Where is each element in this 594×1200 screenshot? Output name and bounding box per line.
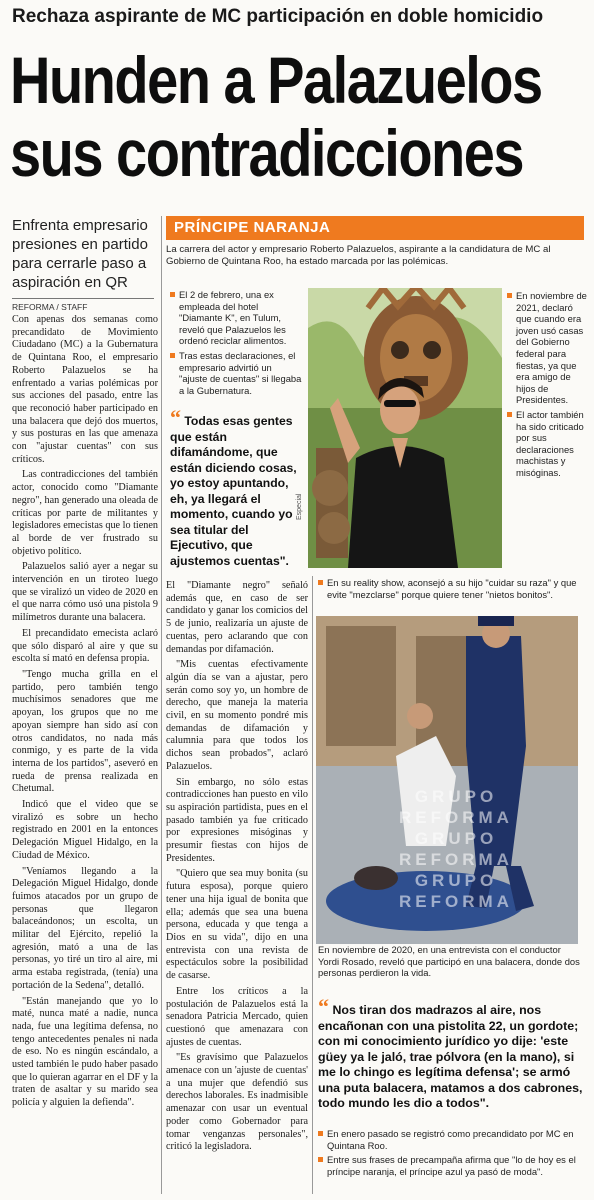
bullets-bottom — [318, 1128, 586, 1180]
paragraph: "Quiero que sea muy bonita (su futura esposa), porque quiero tener una hija igual de bonita que ella; además que sea una buena persona, educada y que tenga a Dios en su vida", dijo en una entrevista con una revista de espectáculos sobre la posibilidad de casarse. — [166, 868, 308, 982]
paragraph: Las contradicciones del también actor, conocido como "Diamante negro", han generado una oleada de críticas por parte de militantes y legisladores emecistas que lo tienen al borde de ver frustrado su objetivo político. — [12, 469, 158, 557]
headline-line-2: sus contradicciones — [10, 115, 524, 191]
bullet-item: El actor también ha sido criticado por sus declaraciones machistas y misóginas. — [507, 409, 587, 479]
paragraph: Entre los críticos a la postulación de Palazuelos está la senadora Patricia Mercado, quien cuestionó que amenazara con ajustes de cuentas. — [166, 985, 308, 1048]
paragraph: Indicó que el video que se viralizó es sobre un hecho registrado en 2001 en la entonces Delegación Miguel Hidalgo, en la Ciudad de México. — [12, 799, 158, 861]
watermark-line: GRUPO — [414, 829, 498, 848]
paragraph: "Tengo mucha grilla en el partido, pero también tengo muchísimos senadores que me apoyan, los grupos que no me apoyan siempre han sido así con otros candidatos, no nada más conmigo, y es parte de la vida interna de los partidos", aseveró en rueda de prensa realizada en Chetumal. — [12, 668, 158, 795]
photo-credit: Especial — [296, 493, 303, 520]
quote-mark-icon: “ — [170, 405, 181, 430]
photo-watermark — [356, 786, 556, 912]
bullets-right — [507, 290, 587, 482]
paragraph: Con apenas dos semanas como precandidato de Movimiento Ciudadano (MC) a la Gubernatura de Quintana Roo, el empresario Roberto Palazuelos se ha enfrentado a varias polémicas por sus acciones del pasado, entre las que reconoció haber participado en una balacera que dejó dos muertos, y sus posturas en las que amenaza con "ajustar cuentas" con sus críticos. — [12, 314, 158, 465]
caption-interview: En noviembre de 2020, en una entrevista con el conductor Yordi Rosado, reveló que participó en una balacera, donde dos personas perdieron la vida. — [318, 944, 580, 979]
pull-quote-1-text: Todas esas gentes que están difamándome, que están diciendo cosas, yo estoy apuntando, eh, ya llegará el momento, cuando yo sea titular del Ejecutivo, que ajustemos cuentas". — [170, 414, 297, 568]
paragraph: El precandidato emecista aclaró que sólo disparó al aire y que su escolta sí mató en defensa propia. — [12, 627, 158, 665]
deck: Enfrenta empresario presiones en partido para cerrarle paso a aspiración en QR — [12, 217, 148, 291]
bullet-item: En su reality show, aconsejó a su hijo "cuidar su raza" y que evite "mezclarse" porque quiere tener "nietos bonitos". — [318, 577, 586, 600]
kicker: Rechaza aspirante de MC participación en doble homicidio — [12, 6, 544, 27]
bullet-item: El 2 de febrero, una ex empleada del hotel "Diamante K", en Tulum, reveló que Palazuelos les ordenó reciclar alimentos. — [170, 289, 302, 347]
caption-reality-show — [318, 577, 586, 603]
bullet-item: En noviembre de 2021, declaró que cuando era joven usó casas del Gobierno federal para fiestas, ya que era amigo de hijos de Presidentes. — [507, 290, 587, 406]
bullets-left — [170, 289, 302, 399]
column-rule — [312, 576, 313, 1194]
quote-mark-icon: “ — [318, 994, 329, 1019]
pull-quote-2-text: Nos tiran dos madrazos al aire, nos encañonan con una pistolita 22, un gordote; con mi conocimiento jurídico yo dije: 'este güey ya le jaló, trae pólvora (en la mano), si me lo chingo es legítima defensa'; se armó una puta balacera, matamos a dos cabrones, todo mundo les dio a todos". — [318, 1003, 583, 1110]
paragraph: "Mis cuentas efectivamente algún día se van a ajustar, pero serán como soy yo, un hombre de derecho, que maneja la materia civil, en su momento pondré mis demandas de difamación y calumnia para que todos los dichos sean probados", aclaró Palazuelos. — [166, 659, 308, 772]
bullet-item: En enero pasado se registró como precandidato por MC en Quintana Roo. — [318, 1128, 586, 1151]
sidebar-intro: La carrera del actor y empresario Roberto Palazuelos, aspirante a la candidatura de MC al Gobierno de Quintana Roo, ha estado marcada por las polémicas. — [166, 244, 551, 267]
paragraph: "Veníamos llegando a la Delegación Miguel Hidalgo, donde fuimos atacados por un grupo de personas que llegaron balaceándonos; un escolta, un militar del Ejército, repelió la agresión, mató a una de las personas, yo tiré un tiro al aire, mi arma estaba registrada, (tenía) una portación de la Sedena", detalló. — [12, 865, 158, 991]
headline — [10, 44, 586, 190]
body-column-1 — [12, 314, 158, 1194]
watermark-line: REFORMA — [399, 850, 513, 869]
photo-portrait-illustration — [308, 288, 502, 568]
headline-line-1: Hunden a Palazuelos — [10, 42, 542, 118]
paragraph: El "Diamante negro" señaló además que, en caso de ser candidato y ganar los comicios del 5 de junio, realizaría un ajuste de cuentas, pero aclarando que con demandas por difamación. — [166, 580, 308, 655]
paragraph: Sin embargo, no sólo estas contradicciones han puesto en vilo su aspiración partidista, pues en el pasado también ya fue criticado por expresiones misóginas y presumir fiestas con hijos de Presidentes. — [166, 776, 308, 864]
paragraph: Palazuelos salió ayer a negar su intervención en un tiroteo luego que se viralizó un video de 2020 en el que narra cómo usó una pistola 9 milímetros durante una balacera. — [12, 561, 158, 624]
body-column-2 — [166, 580, 308, 1194]
watermark-line: REFORMA — [399, 808, 513, 827]
bullet-item: Entre sus frases de precampaña afirma que "lo de hoy es el príncipe naranja, el príncipe azul ya pasó de moda". — [318, 1154, 586, 1177]
byline: REFORMA / STAFF — [12, 298, 154, 312]
watermark-line: GRUPO — [414, 871, 498, 890]
column-rule — [161, 216, 162, 1194]
photo-portrait — [308, 288, 502, 568]
sidebar-title: PRÍNCIPE NARANJA — [174, 219, 331, 236]
watermark-line: GRUPO — [414, 787, 498, 806]
bullet-item: Tras estas declaraciones, el empresario advirtió un "ajuste de cuentas" si llegaba a la Gubernatura. — [170, 350, 302, 396]
watermark-line: REFORMA — [399, 892, 513, 911]
pull-quote-2 — [318, 994, 584, 1112]
sidebar-title-bar — [166, 216, 584, 240]
paragraph: "Es gravísimo que Palazuelos amenace con un 'ajuste de cuentas' a una mujer que defendió sus derechos laborales. Es inadmisible amenazar con usar un eventual poder como Gobernador para tomar venganzas personales", criticó la legisladora. — [166, 1052, 308, 1153]
photo-crime-scene — [316, 616, 578, 944]
paragraph: "Están manejando que yo lo maté, nunca maté a nadie, nunca nada, fue una legítima defensa, no tengo antecedentes penales ni nada de eso. No es ningún escándalo, a usted también le pudo haber pasado que lo quieran agarrar en el DF y la traten de asaltar y su marido sea policía y alguien la defienda". — [12, 995, 158, 1109]
pull-quote-1 — [170, 405, 302, 569]
